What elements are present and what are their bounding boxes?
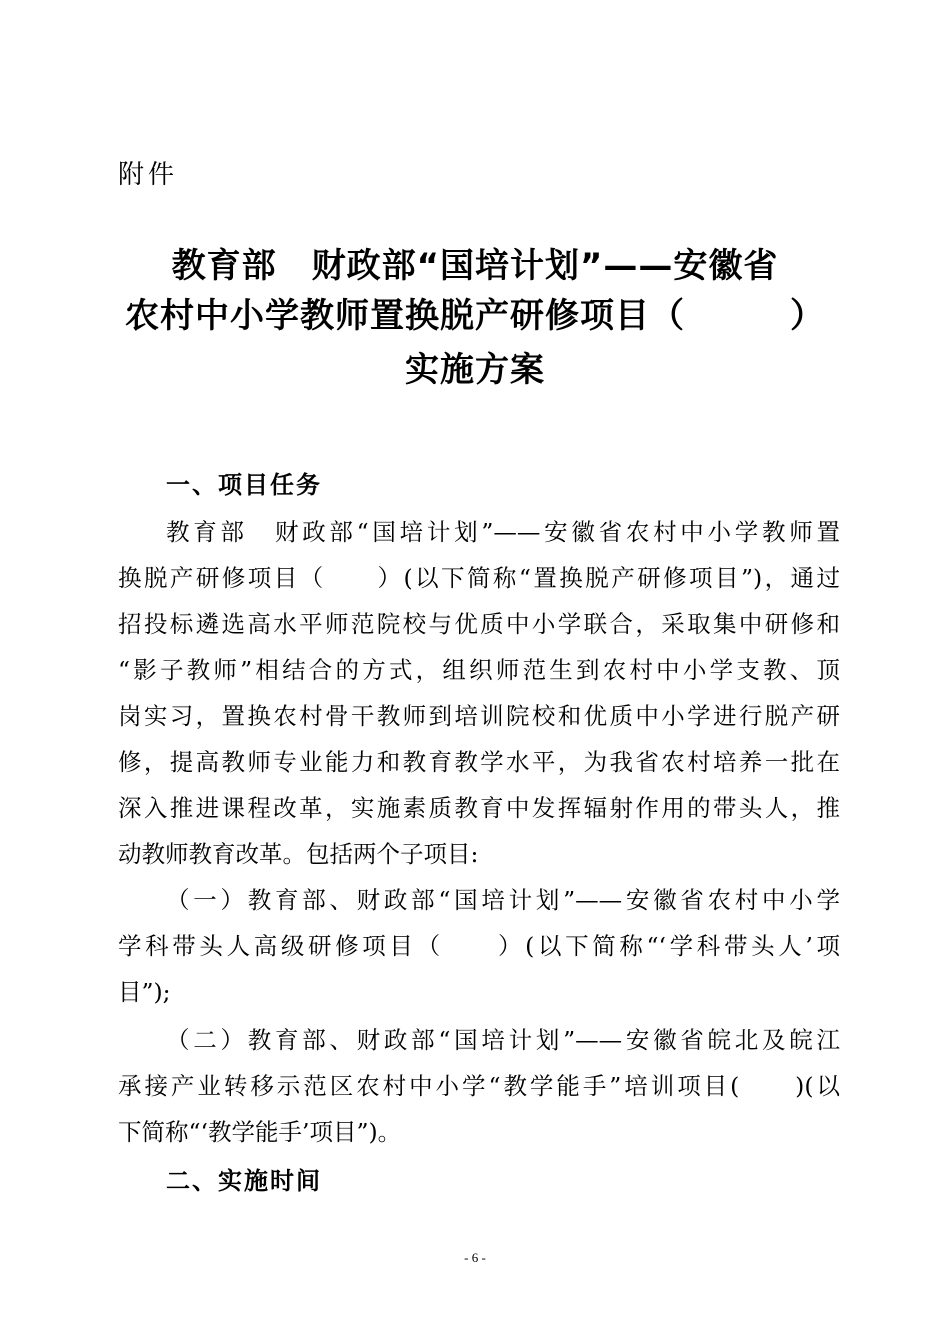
paragraph-line: 承接产业转移示范区农村中小学“教学能手”培训项目( )(以 [118, 1072, 840, 1100]
page-number: - 6 - [464, 1250, 486, 1265]
paragraph-line: 下简称“‘教学能手’项目”)。 [118, 1118, 402, 1146]
section-heading-tasks: 一、项目任务 [166, 471, 322, 499]
paragraph-line: 修，提高教师专业能力和教育教学水平，为我省农村培养一批在 [118, 748, 840, 776]
paragraph-line: 教育部 财政部“国培计划”——安徽省农村中小学教师置 [166, 518, 840, 546]
title-line-3: 实施方案 [405, 350, 545, 390]
paragraph-line: 动教师教育改革。包括两个子项目: [118, 840, 479, 868]
paragraph-line: “影子教师”相结合的方式，组织师范生到农村中小学支教、顶 [118, 656, 840, 684]
paragraph-line: 招投标遴选高水平师范院校与优质中小学联合，采取集中研修和 [118, 610, 840, 638]
paragraph-line: 深入推进课程改革，实施素质教育中发挥辐射作用的带头人，推 [118, 794, 840, 822]
paragraph-line: 岗实习，置换农村骨干教师到培训院校和优质中小学进行脱产研 [118, 702, 840, 730]
title-line-2: 农村中小学教师置换脱产研修项目（ ） [125, 296, 825, 336]
title-line-1: 教育部 财政部“国培计划”——安徽省 [171, 246, 779, 286]
paragraph-line: （二）教育部、财政部“国培计划”——安徽省皖北及皖江 [166, 1026, 840, 1054]
paragraph-line: 学科带头人高级研修项目（ ）(以下简称“‘学科带头人’项 [118, 932, 840, 960]
section-heading-schedule: 二、实施时间 [166, 1167, 322, 1195]
paragraph-line: （一）教育部、财政部“国培计划”——安徽省农村中小学 [166, 886, 840, 914]
attachment-label: 附件 [118, 160, 179, 190]
paragraph-line: 目”); [118, 978, 171, 1006]
paragraph-line: 换脱产研修项目（ ）(以下简称“置换脱产研修项目”)，通过 [118, 564, 840, 592]
